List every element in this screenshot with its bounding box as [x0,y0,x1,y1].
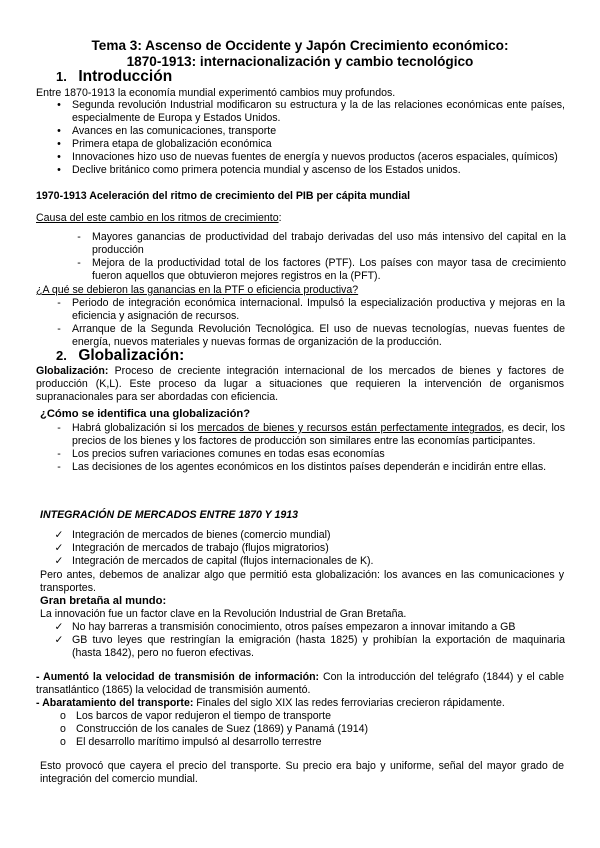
list-item: - Los precios sufren variaciones comunes en todas esas economías [72,448,565,461]
abaratamiento-paragraph: - Abaratamiento del transporte: Finales del siglo XIX las redes ferroviarias crecieron rápidamente. [36,697,505,709]
intro-paragraph: Entre 1870-1913 la economía mundial experimentó cambios muy profundos. [36,87,396,99]
list-item: o Construcción de los canales de Suez (1869) y Panamá (1914) [76,723,564,736]
bullet-marker: • [57,151,61,163]
list-item: - Mejora de la productividad total de los factores (PTF). Los países con mayor tasa de crecimiento fueron aquellos que obtuvieron mejores registros en la (PFT). [92,257,566,283]
list-item: ✓ No hay barreras a transmisión conocimiento, otros países empezaron a innovar imitando a GB [72,621,565,634]
check-icon: ✓ [54,542,64,554]
list-item: • Declive británico como primera potencia mundial y ascenso de los Estados unidos. [72,164,565,177]
list-item: ✓ Integración de mercados de trabajo (flujos migratorios) [72,542,565,555]
dash-marker: - [77,231,81,243]
list-item: - Arranque de la Segunda Revolución Tecnológica. El uso de nuevas tecnologías, nuevas fuentes de energía, nuevos materiales y nuevas formas de organización de la producción. [72,323,565,349]
section-2-heading [56,347,184,365]
intro-bullet-list [57,99,565,177]
gran-bretana-intro: La innovación fue un factor clave en la Revolución Industrial de Gran Bretaña. [40,608,407,620]
bullet-marker: • [57,138,61,150]
identify-heading: ¿Cómo se identifica una globalización? [40,408,251,420]
list-item: o El desarrollo marítimo impulsó al desarrollo terrestre [76,736,564,749]
list-item: • Innovaciones hizo uso de nuevas fuentes de energía y nuevos productos (aceros espaciales, químicos) [72,151,565,164]
circle-marker: o [60,710,66,722]
dash-marker: - [57,422,61,434]
list-item: - Periodo de integración económica internacional. Impulsó la especialización productiva y mejoras en la eficiencia y asignación de recursos. [72,297,565,323]
pero-antes-paragraph: Pero antes, debemos de analizar algo que permitió esta globalización: los avances en las comunicaciones y transportes. [40,569,564,594]
bullet-marker: • [57,99,61,111]
globalizacion-definition: Globalización: Proceso de creciente integración internacional de los mercados de bienes y factores de producción (K,L). Este proceso da lugar a situaciones que requieren la intervención de organismos supranacionales para ser abordadas con eficiencia. [36,365,564,403]
dash-marker: - [57,461,61,473]
causa-list [77,231,566,283]
check-icon: ✓ [54,529,64,541]
closing-paragraph: Esto provocó que cayera el precio del transporte. Su precio era bajo y uniforme, señal del mayor grado de integración del comercio mundial. [40,760,564,785]
gran-bretana-heading: Gran bretaña al mundo: [40,595,167,607]
integration-heading: INTEGRACIÓN DE MERCADOS ENTRE 1870 Y 1913 [40,509,299,521]
list-item: ✓ Integración de mercados de capital (flujos internacionales de K). [72,555,565,568]
check-icon: ✓ [54,555,64,567]
document-title-line-2: 1870-1913: internacionalización y cambio tecnológico [126,54,474,69]
integration-list [54,529,565,568]
section-1-heading [56,68,172,86]
bullet-marker: • [57,164,61,176]
circle-marker: o [60,736,66,748]
causa-label: Causa del este cambio en los ritmos de crecimiento: [36,212,282,224]
document-title-line-1: Tema 3: Ascenso de Occidente y Japón Crecimiento económico: [91,38,509,53]
section-2-title: Globalización: [78,347,185,364]
list-item: ✓ GB tuvo leyes que restringían la emigración (hasta 1825) y prohibían la exportación de maquinaria (hasta 1842), pero no fueron efectivas. [72,634,565,660]
section-1-title: Introducción [78,68,173,85]
list-item: - Habrá globalización si los mercados de bienes y recursos están perfectamente integrados, es decir, los precios de los bienes y los factores de producción son similares entre las economías participantes. [72,422,565,448]
dash-marker: - [57,323,61,335]
section-1-number: 1. [56,69,67,84]
dash-marker: - [57,448,61,460]
dash-marker: - [77,257,81,269]
identify-list [57,422,565,474]
check-icon: ✓ [54,621,64,633]
check-icon: ✓ [54,634,64,646]
transport-list [60,710,564,749]
bullet-marker: • [57,125,61,137]
list-item: ✓ Integración de mercados de bienes (comercio mundial) [72,529,565,542]
pib-heading: 1970-1913 Aceleración del ritmo de crecimiento del PIB per cápita mundial [36,190,411,202]
question-answer-list [57,297,565,349]
list-item: - Mayores ganancias de productividad del trabajo derivadas del uso más intensivo del capital en la producción [92,231,566,257]
list-item: - Las decisiones de los agentes económicos en los distintos países dependerán e incidirán entre ellas. [72,461,565,474]
dash-marker: - [57,297,61,309]
circle-marker: o [60,723,66,735]
list-item: • Avances en las comunicaciones, transporte [72,125,565,138]
list-item: • Segunda revolución Industrial modificaron su estructura y la de las relaciones económicas ente países, especialmente de Europa y Estados Unidos. [72,99,565,125]
list-item: • Primera etapa de globalización económica [72,138,565,151]
gran-bretana-list [54,621,565,660]
ptf-question: ¿A qué se debieron las ganancias en la PTF o eficiencia productiva? [36,284,359,296]
section-2-number: 2. [56,348,67,363]
list-item: o Los barcos de vapor redujeron el tiempo de transporte [76,710,564,723]
aumento-paragraph: - Aumentó la velocidad de transmisión de información: Con la introducción del telégrafo (1844) y el cable transatlántico (1865) la velocidad de transmisión aumentó. [36,671,565,696]
